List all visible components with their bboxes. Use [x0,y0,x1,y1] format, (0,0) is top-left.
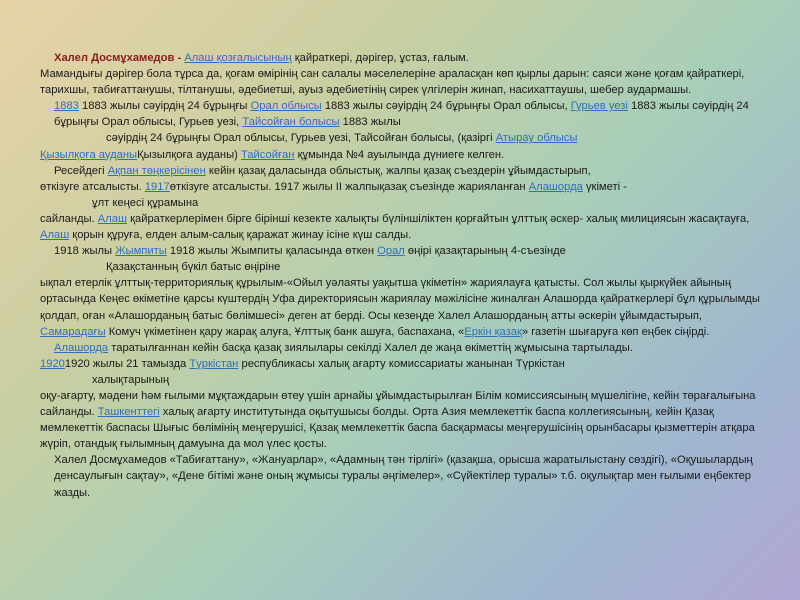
title-paragraph [40,50,760,66]
rev-text-7: қайраткерлерімен бірге бірінші кезекте халықты бүлiншiлiктен қорғайтын ұлттық әскер- халық милициясын жасақтауға, [126,212,750,225]
sov-text-1: таратылғаннан кейін басқа қазақ зиялылары секілді Халел де жаңа өкіметтің жұмысына тартылады. [108,341,633,354]
zh-text-4: ықпал етерлік ұлттық-территориялық құрылым-«Ойыл уәлаяты уақытша үкіметін» жариялауға қатысты. Сол жылы қыркүйек айының ортасында Кеңес өкіметіне қарсы күштердің Уфа директориясын жариялау мәжілісіне жиналған Алашорда қайраткерлері бұл құрылымды қолдап, оған «Алашорданың батыс бөлімшесі» деген ат берді. Осы кезеңде Халел Алашорданың атты әскерін ұйымдастырып, [40,277,760,322]
alash-fund-link[interactable]: Алаш [40,229,70,242]
birth-text-4: 1883 жылы [339,116,401,129]
zh-text-5: Комуч үкіметінен қару жарақ алуға, Ұлттық банк ашуға, баспахана, « [105,325,465,338]
person-name: Халел Досмұхамедов [54,52,175,64]
oral-oblysy-link[interactable]: Орал облысы [250,100,322,113]
guryev-uezi-link[interactable]: Гурьев уезі [570,100,628,113]
rev-text-1: Ресейдегі [54,164,108,177]
alash-link[interactable]: Алаш [97,212,127,225]
year-1917-link[interactable]: 1917 [144,180,170,193]
birth-text-1: 1883 жылы сәуірдің 24 бұрыңғы [78,100,251,113]
year-1920-link[interactable]: 1920 [40,357,65,370]
soviet-paragraph [40,340,760,356]
rev-text-3: өткізуге атсалысты. [40,180,145,193]
kyzylkoga-audany-link[interactable]: Қызылқоға ауданы [40,148,138,161]
zh-text-1: 1918 жылы [54,245,116,258]
revolution-paragraph-3 [40,211,760,243]
zh-subline: Қазақстанның бүкіл батыс өңірiне [106,261,281,274]
erkin-kazak-link[interactable]: Еркін қазақ [464,325,522,338]
rev-text-8: қорын құруға, елден алым-салық қаражат жинау ісіне күш салды. [69,229,412,242]
atyrau-oblysy-link[interactable]: Атырау облысы [495,132,578,145]
soviet-paragraph-2 [40,356,760,388]
rev-subline: ұлт кеңесі құрамына [92,196,199,209]
birth-subline [54,130,760,146]
title-rest: қайраткері, дәрігер, ұстаз, ғалым. [291,52,469,64]
profession-paragraph: Мамандығы дәрігер бола тұрса да, қоғам өмірінің сан салалы мәселелеріне араласқан көп қырлы дарын: саяси және қоғам қайраткері, тарихшы, табиғаттанушы, тілтанушы, әдебиетші, ауыз әдебиетінің сирек үлгілерін жинап, насихаттаушы, шебер аудармашы. [40,68,745,97]
samara-link[interactable]: Самарадағы [40,325,106,338]
birth-text-6: құмында №4 ауылында дүниеге келген. [294,148,505,161]
sov-text-2: 1920 жылы 21 тамызда [64,357,190,370]
birth-text-5: Қызылқоға ауданы) [137,148,241,161]
turkistan-link[interactable]: Түркістан [189,357,239,370]
zhympity-paragraph [40,243,760,275]
taysoygan-link[interactable]: Тайсойған [240,148,295,161]
taysoygan-bolysy-link[interactable]: Тайсойған болысы [242,116,340,129]
sov-text-3: республикасы халық ағарту комиссариаты жанынан Түркістан [238,357,565,370]
birth-text-3: 1883 жылы сәуірдің 24 бұрыңғы Орал облысы, Гурьев уезі, [54,100,749,129]
sov-text-4: оқу-ағарту, мәдени һәм ғылыми мұқтаждарын өтеу үшін арнайы ұйымдастырылған Білім комиссиясының мүшелігіне, кейін төрағалығына сайланды. [40,389,756,419]
birth-sub-text: сәуірдің 24 бұрыңғы Орал облысы, Гурьев уезі, Тайсойған болысы, (қазіргі [106,132,496,145]
rev-text-2: кейін қазақ даласында облыстық, жалпы қазақ съездерін ұйымдастырып, [205,164,591,177]
alash-movement-link[interactable]: Алаш қозғалысының [184,52,292,64]
revolution-paragraph-2 [40,179,760,211]
rev-text-4: өткізуге атсалысты. 1917 жылы ІІ жалпықазақ съезінде жарияланған [169,180,529,193]
zh-text-3: өңірі қазақтарының 4-съезінде [404,245,566,258]
birth-paragraph [40,98,760,146]
rev-text-5: үкіметі - [582,180,627,193]
alashorda-link[interactable]: Алашорда [528,180,583,193]
birth-paragraph-end [40,147,760,163]
tashkent-link[interactable]: Ташкенттегі [97,406,160,419]
zh-text-6: » газетін шығаруға көп еңбек сіңірді. [521,325,710,338]
zhympity-link[interactable]: Жымпиты [115,245,167,258]
february-revolution-link[interactable]: Ақпан төңкерісінен [107,164,206,177]
revolution-paragraph [40,163,760,179]
year-1883-link[interactable]: 1883 [54,100,79,113]
title-separator: - [174,52,185,64]
birth-text-2: 1883 жылы сәуірдің 24 бұрыңғы Орал облысы, [321,100,571,113]
zhympity-paragraph-2 [40,275,760,339]
works-paragraph: Халел Досмұхамедов «Табиғаттану», «Жануарлар», «Адамның тән тірлігі» (қазақша, орысша жаратылыстану сөздігі), «Оқушылардың денсаулығын сақтау», «Дене бітімі және оның жұмысы туралы әңгімелер», «Сүйектілер туралы» т.б. оқулықтар мен ғылыми еңбектер жазды. [54,454,753,499]
document-body [40,50,760,501]
soviet-paragraph-3 [40,388,760,452]
rev-text-6: сайланды. [40,212,98,225]
sov-subline: халықтарының [92,373,170,386]
sov-text-5: халық ағарту институтында оқытушысы болды. Орта Азия мемлекеттік баспа коллегиясының, кейін Қазақ мемлекеттік баспасы Шығыс бөлімінің меңгерушісі, Қазақ мемлекеттік баспа басқармасы меңгерушісінің орынбасары қызметтерін атқара жүріп, отандық ғылымның дамуына да мол үлес қосты. [40,406,755,451]
oral-link[interactable]: Орал [377,245,405,258]
alashorda-link-2[interactable]: Алашорда [54,341,109,354]
zh-text-2: 1918 жылы Жымпиты қаласында өткен [166,245,378,258]
